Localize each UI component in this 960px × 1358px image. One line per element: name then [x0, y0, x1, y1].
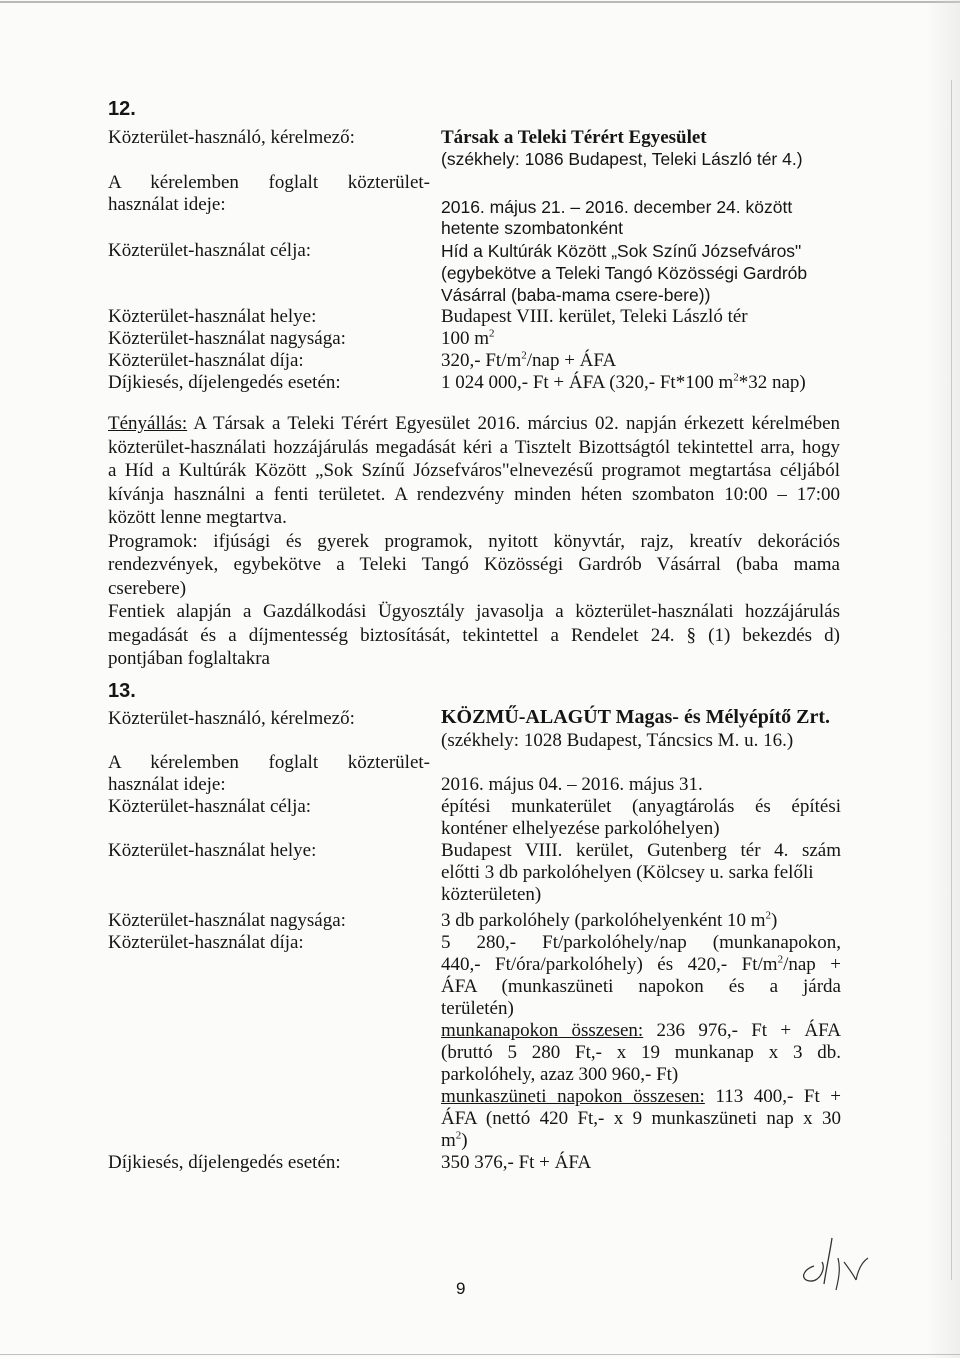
item-12-applicant-seat: (székhely: 1086 Budapest, Teleki László tér 4.) [441, 149, 803, 169]
item-13-purpose-value-1: építési munkaterület (anyagtárolás és építési [441, 796, 841, 817]
item-13-size-label: Közterület-használat nagysága: [108, 910, 346, 931]
item-12-place-value: Budapest VIII. kerület, Teleki László tér [441, 306, 748, 327]
facts-line: közterület-használati hozzájárulás megadását kéri a Tisztelt Bizottságtól tekintettel arra, hogy [108, 436, 840, 458]
programs-line: cserebere) [108, 577, 187, 599]
item-13-place-label: Közterület-használat helye: [108, 840, 317, 861]
scan-bottom-edge [0, 1354, 960, 1355]
item-13-place-value-1: Budapest VIII. kerület, Gutenberg tér 4. szám [441, 840, 841, 861]
item-13-fee-line-1: 5 280,- Ft/parkolóhely/nap (munkanapokon, [441, 932, 841, 953]
facts-line: kívánja használni a fenti területet. A rendezvény minden héten szombaton 10:00 – 17:00 [108, 483, 840, 505]
item-12-fee-value: 320,- $Ft/m^2$/nap + ÁFA [441, 349, 617, 371]
item-12-period-label-1: A kérelemben foglalt közterület- [108, 172, 430, 193]
item-12-facts-paragraph [108, 412, 840, 671]
item-12-purpose-value-2: (egybekötve a Teleki Tangó Közösségi Gardrób [441, 263, 808, 283]
item-12-period-value-2: hetente szombatonként [441, 218, 623, 238]
item-13-period-label-1: A kérelemben foglalt közterület- [108, 752, 430, 773]
item-13-fee-line-4: területén) [441, 998, 514, 1019]
item-13-workdays-line-3: parkolóhely, azaz 300 960,- Ft) [441, 1064, 679, 1085]
item-13-workdays-total: munkanapokon összesen: 236 976,- Ft + ÁFA [441, 1020, 841, 1041]
item-13-waiver-label: Díjkiesés, díjelengedés esetén: [108, 1152, 341, 1173]
item-13-place-value-3: közterületen) [441, 884, 542, 905]
item-13-size-value: 3 db parkolóhely (parkolóhelyenként 10 $m^2$) [441, 909, 778, 931]
item-12-period-label-2: használat ideje: [108, 194, 226, 215]
handwritten-signature [792, 1218, 882, 1298]
item-13-workdays-line-2: (bruttó 5 280 Ft,- x 19 munkanap x 3 db. [441, 1042, 841, 1063]
item-12-applicant-label: Közterület-használó, kérelmező: [108, 127, 355, 148]
item-12-fee-label: Közterület-használat díja: [108, 350, 304, 371]
item-13-applicant-label: Közterület-használó, kérelmező: [108, 708, 355, 729]
item-13-holidays-line-3: $m^2$) [441, 1129, 468, 1151]
item-12-size-label: Közterület-használat nagysága: [108, 328, 346, 349]
proposal-line: Fentiek alapján a Gazdálkodási Ügyosztály javasolja a közterület-használati hozzájárulás [108, 601, 840, 622]
item-12-waiver-label: Díjkiesés, díjelengedés esetén: [108, 372, 341, 393]
item-13-fee-line-2: 440,- Ft/óra/parkolóhely) és 420,- $Ft/m^2$/nap + [441, 953, 841, 975]
scan-top-edge [0, 1, 960, 3]
item-12-applicant-name: Társak a Teleki Térért Egyesület [441, 127, 707, 148]
workdays-heading: munkanapokon összesen: [441, 1020, 644, 1041]
item-13-place-value-2: előtti 3 db parkolóhelyen (Kölcsey u. sarka felőli [441, 862, 814, 883]
facts-heading: Tényállás: [108, 413, 188, 434]
item-13-waiver-value: 350 376,- Ft + ÁFA [441, 1152, 592, 1173]
proposal-line: pontjában foglaltakra [108, 648, 270, 669]
facts-line: között lenne megtartva. [108, 507, 287, 528]
proposal-line: megadását és a díjmentesség biztosítását, tekintettel a Rendelet 24. § (1) bekezdés d) [108, 624, 840, 646]
item-13-fee-label: Közterület-használat díja: [108, 932, 304, 953]
item-12-period-value-1: 2016. május 21. – 2016. december 24. között [441, 197, 793, 217]
item-13-number: 13. [108, 680, 136, 702]
item-12-purpose-value-1: Híd a Kultúrák Között „Sok Színű Józsefváros" [441, 241, 802, 261]
holidays-heading: munkaszüneti napokon összesen: [441, 1086, 705, 1107]
item-13-purpose-value-2: konténer elhelyezése parkolóhelyen) [441, 818, 720, 839]
item-12-waiver-value: 1 024 000,- Ft + ÁFA (320,- Ft*100 $m^2*32$ nap) [441, 371, 806, 393]
item-13-holidays-line-2: ÁFA (nettó 420 Ft,- x 9 munkaszüneti nap x 30 [441, 1108, 841, 1129]
item-12-number: 12. [108, 98, 136, 120]
programs-line: rendezvények, egybekötve a Teleki Tangó Közösségi Gardrób Vásárral (baba mama [108, 554, 840, 575]
item-13-holidays-total: munkaszüneti napokon összesen: 113 400,- Ft + [441, 1086, 841, 1107]
item-12-purpose-label: Közterület-használat célja: [108, 240, 312, 261]
item-12-size-value: 100 $m^2$ [441, 327, 495, 349]
item-13-applicant-seat: (székhely: 1028 Budapest, Táncsics M. u. 16.) [441, 730, 794, 751]
page-number: 9 [456, 1279, 466, 1298]
item-12-purpose-value-3: Vásárral (baba-mama csere-bere)) [441, 285, 711, 305]
item-13-period-value: 2016. május 04. – 2016. május 31. [441, 774, 703, 795]
item-13-purpose-label: Közterület-használat célja: [108, 796, 312, 817]
facts-line: a Híd a Kultúrák Között „Sok Színű Józsefváros"elnevezésű programot megtartása céljából [108, 460, 840, 481]
item-13-applicant-name: KÖZMŰ-ALAGÚT Magas- és Mélyépítő Zrt. [441, 706, 831, 728]
item-13-fee-line-3: ÁFA (munkaszüneti napokon és a járda [441, 976, 841, 997]
facts-line: Tényállás: A Társak a Teleki Térért Egyesület 2016. március 02. napján érkezett kérelmében [108, 413, 840, 434]
scan-right-edge-line [951, 80, 952, 1280]
scan-right-shadow [926, 0, 960, 1358]
item-13-period-label-2: használat ideje: [108, 774, 226, 795]
item-12-place-label: Közterület-használat helye: [108, 306, 317, 327]
programs-line: Programok: ifjúsági és gyerek programok, nyitott könyvtár, rajz, kreatív dekorációs [108, 530, 840, 552]
